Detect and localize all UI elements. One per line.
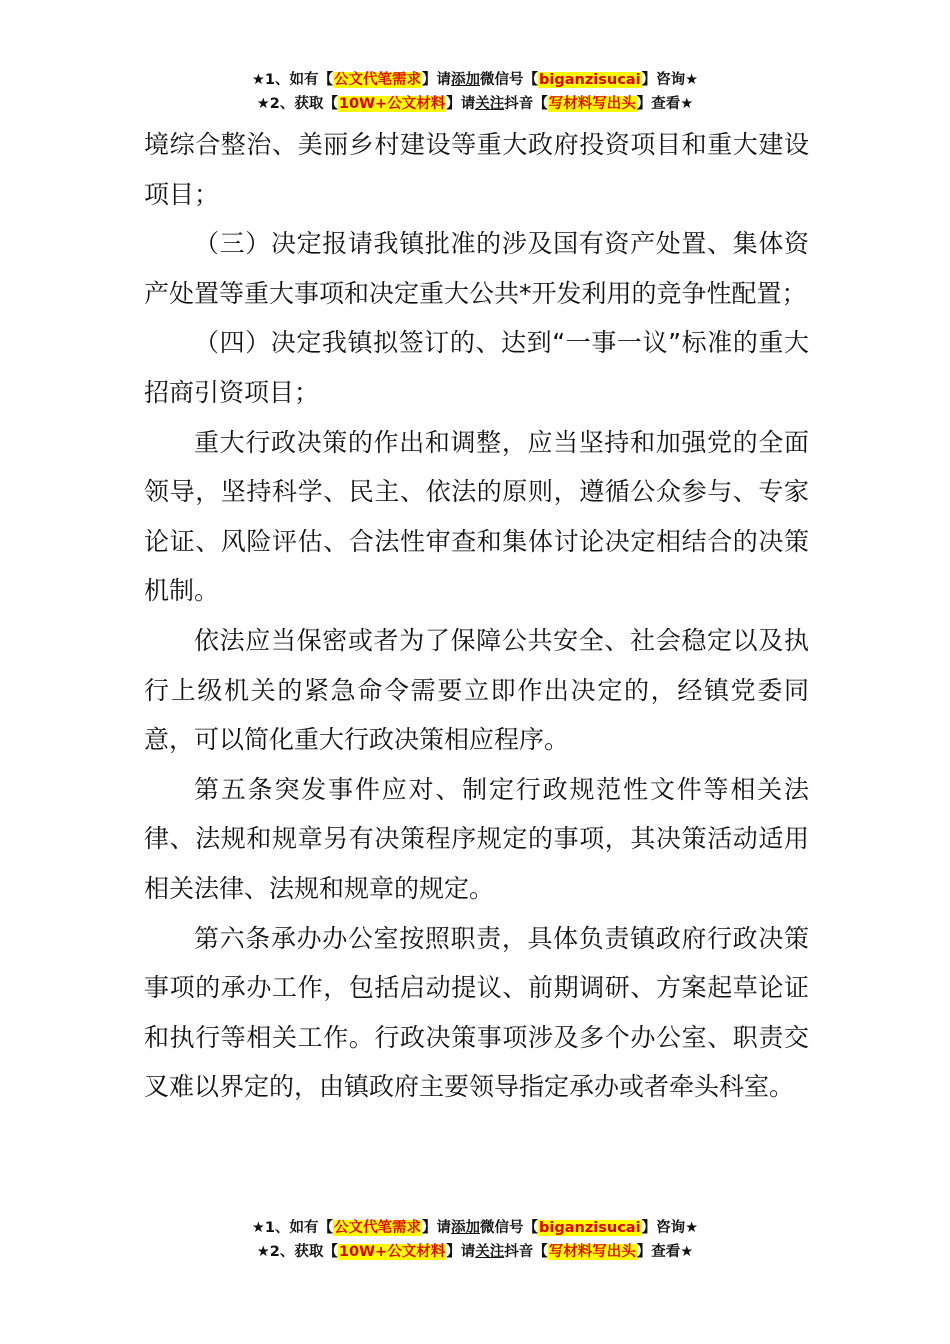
banner-text: 】请 xyxy=(422,1220,452,1236)
banner-text: 】查看★ xyxy=(636,96,694,112)
banner-text: 】请 xyxy=(446,96,476,112)
footer-banner xyxy=(0,1216,950,1264)
paragraph-item-3: （三）决定报请我镇批准的涉及国有资产处置、集体资产处置等重大事项和决定重大公共*开发利用的竞争性配置； xyxy=(144,229,809,308)
banner-line-2 xyxy=(0,1240,950,1264)
banner-text: ★1、如有【 xyxy=(251,1220,334,1236)
banner-text: 抖音【 xyxy=(504,96,548,112)
banner-text: 】查看★ xyxy=(636,1244,694,1260)
banner-text: 微信号【 xyxy=(480,72,539,88)
highlight-wechat-id: biganzisucai xyxy=(539,1220,641,1236)
highlight-materials: 10W+公文材料 xyxy=(338,1244,446,1260)
paragraph-item-4: （四）决定我镇拟签订的、达到“一事一议”标准的重大招商引资项目； xyxy=(144,328,809,407)
header-banner xyxy=(0,68,950,116)
banner-text: 抖音【 xyxy=(504,1244,548,1260)
banner-text: ★2、获取【 xyxy=(256,1244,338,1260)
highlight-materials: 10W+公文材料 xyxy=(338,96,446,112)
highlight-wechat-id: biganzisucai xyxy=(539,72,641,88)
banner-text: 】请 xyxy=(446,1244,476,1260)
banner-underlined: 添加 xyxy=(451,1220,481,1236)
document-body xyxy=(144,120,809,1112)
banner-text: 微信号【 xyxy=(480,1220,539,1236)
highlight-douyin-account: 写材料写出头 xyxy=(548,1244,636,1260)
banner-line-2 xyxy=(0,92,950,116)
banner-underlined: 关注 xyxy=(475,1244,505,1260)
highlight-service: 公文代笔需求 xyxy=(334,1220,422,1236)
highlight-douyin-account: 写材料写出头 xyxy=(548,96,636,112)
paragraph-simplified-procedure: 依法应当保密或者为了保障公共安全、社会稳定以及执行上级机关的紧急命令需要立即作出决定的，经镇党委同意，可以简化重大行政决策相应程序。 xyxy=(144,625,809,755)
highlight-service: 公文代笔需求 xyxy=(334,72,422,88)
paragraph-article-5: 第五条突发事件应对、制定行政规范性文件等相关法律、法规和规章另有决策程序规定的事项，其决策活动适用相关法律、法规和规章的规定。 xyxy=(144,774,809,903)
paragraph-article-6: 第六条承办办公室按照职责，具体负责镇政府行政决策事项的承办工作，包括启动提议、前期调研、方案起草论证和执行等相关工作。行政决策事项涉及多个办公室、职责交叉难以界定的，由镇政府主要领导指定承办或者牵头科室。 xyxy=(144,923,809,1102)
banner-text: 】咨询★ xyxy=(641,1220,699,1236)
banner-line-1 xyxy=(0,68,950,92)
banner-text: ★2、获取【 xyxy=(256,96,338,112)
banner-underlined: 关注 xyxy=(475,96,505,112)
banner-line-1 xyxy=(0,1216,950,1240)
banner-text: 】请 xyxy=(422,72,452,88)
paragraph-continuation: 境综合整治、美丽乡村建设等重大政府投资项目和重大建设项目； xyxy=(144,130,809,209)
paragraph-decision-principles: 重大行政决策的作出和调整，应当坚持和加强党的全面领导，坚持科学、民主、依法的原则，遵循公众参与、专家论证、风险评估、合法性审查和集体讨论决定相结合的决策机制。 xyxy=(144,427,809,606)
banner-text: ★1、如有【 xyxy=(251,72,334,88)
banner-text: 】咨询★ xyxy=(641,72,699,88)
banner-underlined: 添加 xyxy=(451,72,481,88)
